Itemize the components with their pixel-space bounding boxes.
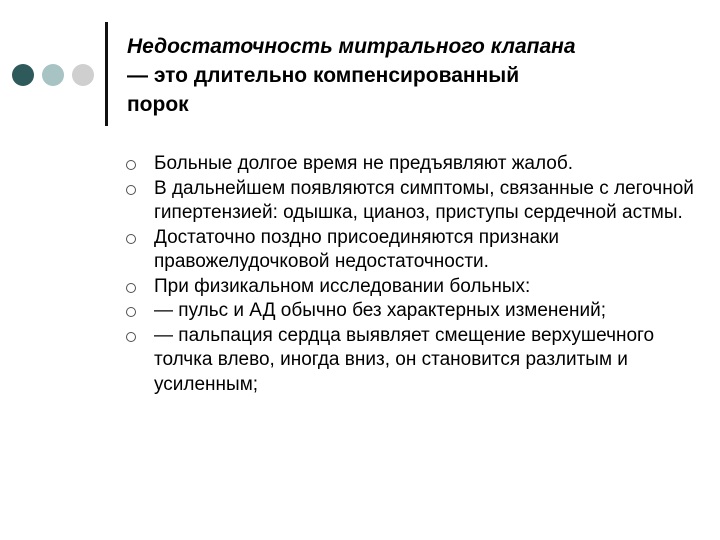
ring-bullet-icon — [126, 185, 136, 195]
ring-bullet-icon — [126, 160, 136, 170]
title-line-1: Недостаточность митрального клапана — [127, 35, 576, 58]
list-item — [126, 275, 696, 300]
ring-bullet-icon — [126, 234, 136, 244]
bullet-list — [126, 152, 696, 397]
ring-bullet-icon — [126, 283, 136, 293]
title-line-2: — это длительно компенсированный — [127, 64, 520, 87]
decorative-dots — [12, 64, 96, 88]
light-teal-dot-icon — [42, 64, 64, 86]
slide-title — [127, 32, 697, 119]
title-divider — [105, 22, 108, 126]
dark-teal-dot-icon — [12, 64, 34, 86]
ring-bullet-icon — [126, 332, 136, 342]
ring-bullet-icon — [126, 307, 136, 317]
list-item — [126, 299, 696, 324]
list-item — [126, 177, 696, 226]
list-item — [126, 324, 696, 398]
list-item-text: — пульс и АД обычно без характерных изменений; — [154, 300, 606, 321]
gray-dot-icon — [72, 64, 94, 86]
list-item-text: Достаточно поздно присоединяются признаки правожелудочковой недостаточности. — [154, 226, 559, 272]
list-item-text: — пальпация сердца выявляет смещение верхушечного толчка влево, иногда вниз, он становится разлитым и усиленным; — [154, 324, 655, 395]
list-item-text: В дальнейшем появляются симптомы, связанные с легочной гипертензией: одышка, цианоз, приступы сердечной астмы. — [154, 177, 694, 223]
list-item — [126, 226, 696, 275]
list-item — [126, 152, 696, 177]
list-item-text: При физикальном исследовании больных: — [154, 275, 531, 297]
title-line-3: порок — [127, 93, 189, 116]
list-item-text: Больные долгое время не предъявляют жалоб. — [154, 153, 574, 174]
